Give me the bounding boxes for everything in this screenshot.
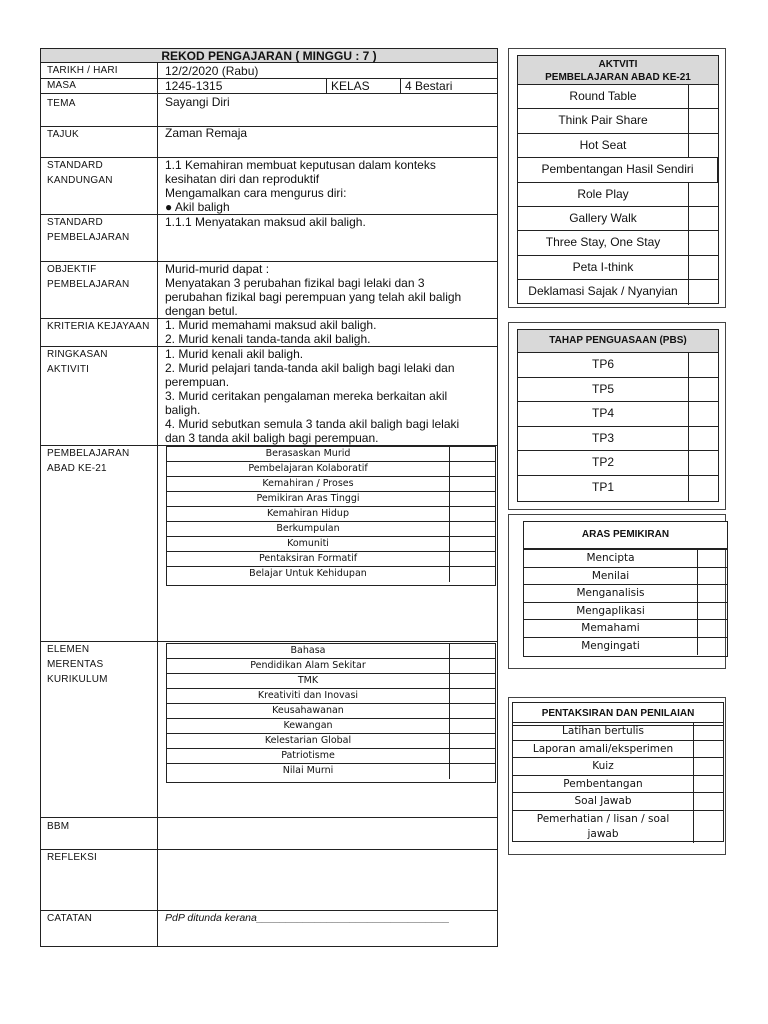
abad-checklist bbox=[166, 446, 496, 586]
checklist-row: Keusahawanan bbox=[167, 704, 495, 719]
kelas-value-divider bbox=[400, 78, 401, 93]
checkbox-cell[interactable] bbox=[450, 492, 495, 506]
aras-panel bbox=[508, 514, 726, 669]
tahap-panel bbox=[508, 322, 726, 510]
aktiviti-panel bbox=[508, 48, 726, 308]
checklist-row: Kemahiran Hidup bbox=[167, 507, 495, 522]
checkbox-cell[interactable] bbox=[689, 378, 718, 402]
checkbox-cell[interactable] bbox=[698, 568, 727, 585]
checklist-row: Nilai Murni bbox=[167, 764, 495, 779]
checkbox-cell[interactable] bbox=[689, 476, 718, 501]
pentaksiran-row: Pembentangan bbox=[513, 776, 723, 794]
checklist-row: Pentaksiran Formatif bbox=[167, 552, 495, 567]
aktiviti-row: Gallery Walk bbox=[518, 207, 718, 231]
kriteria-label: KRITERIA KEJAYAAN bbox=[47, 321, 150, 332]
tahap-row: TP6 bbox=[518, 353, 718, 378]
tahap-row: TP5 bbox=[518, 378, 718, 403]
pentaksiran-title: PENTAKSIRAN DAN PENILAIAN bbox=[512, 702, 724, 726]
aras-row: Mencipta bbox=[524, 550, 727, 568]
aktiviti-list bbox=[517, 84, 719, 304]
checkbox-cell[interactable] bbox=[689, 280, 718, 304]
tema-label: TEMA bbox=[47, 98, 76, 109]
checkbox-cell[interactable] bbox=[694, 776, 723, 793]
aktiviti-row: Think Pair Share bbox=[518, 109, 718, 133]
checkbox-cell[interactable] bbox=[698, 550, 727, 567]
checkbox-cell[interactable] bbox=[450, 447, 495, 461]
checkbox-cell[interactable] bbox=[694, 758, 723, 775]
checklist-row: Berasaskan Murid bbox=[167, 447, 495, 462]
checkbox-cell[interactable] bbox=[689, 402, 718, 426]
checkbox-cell[interactable] bbox=[450, 552, 495, 566]
checklist-row: Kreativiti dan Inovasi bbox=[167, 689, 495, 704]
row-divider bbox=[40, 641, 498, 642]
tema-value: Sayangi Diri bbox=[165, 95, 230, 109]
aktiviti-row: Round Table bbox=[518, 85, 718, 109]
tarikh-label: TARIKH / HARI bbox=[47, 65, 118, 76]
checklist-row: Patriotisme bbox=[167, 749, 495, 764]
checkbox-cell[interactable] bbox=[689, 256, 718, 279]
pentaksiran-row: Pemerhatian / lisan / soal jawab bbox=[513, 811, 723, 843]
emk-label: ELEMEN MERENTAS KURIKULUM bbox=[47, 644, 108, 685]
checklist-row: Berkumpulan bbox=[167, 522, 495, 537]
tahap-row: TP4 bbox=[518, 402, 718, 427]
checkbox-cell[interactable] bbox=[689, 85, 718, 108]
tahap-row: TP2 bbox=[518, 451, 718, 476]
pentaksiran-row: Soal Jawab bbox=[513, 793, 723, 811]
checklist-row: Komuniti bbox=[167, 537, 495, 552]
checkbox-cell[interactable] bbox=[689, 427, 718, 451]
masa-kelas-divider bbox=[326, 78, 327, 93]
masa-label: MASA bbox=[47, 80, 77, 91]
aras-title: ARAS PEMIKIRAN bbox=[523, 521, 728, 549]
record-title: REKOD PENGAJARAN ( MINGGU : 7 ) bbox=[161, 49, 377, 63]
checkbox-cell[interactable] bbox=[698, 638, 727, 656]
checklist-row: Pendidikan Alam Sekitar bbox=[167, 659, 495, 674]
checklist-row: Belajar Untuk Kehidupan bbox=[167, 567, 495, 582]
checklist-row: Bahasa bbox=[167, 644, 495, 659]
standard-pembelajaran-label: STANDARD PEMBELAJARAN bbox=[47, 217, 130, 243]
aras-row: Mengingati bbox=[524, 638, 727, 656]
checkbox-cell[interactable] bbox=[450, 522, 495, 536]
label-column-divider bbox=[157, 63, 158, 947]
checkbox-cell[interactable] bbox=[689, 353, 718, 377]
aras-row: Memahami bbox=[524, 620, 727, 638]
checkbox-cell[interactable] bbox=[450, 674, 495, 688]
pentaksiran-list bbox=[512, 722, 724, 842]
objektif-value: Murid-murid dapat : Menyatakan 3 perubahan fizikal bagi lelaki dan 3 perubahan fizikal bagi perempuan yang telah akil baligh dengan betul. bbox=[165, 262, 462, 318]
bbm-field[interactable] bbox=[158, 818, 497, 849]
tahap-row: TP3 bbox=[518, 427, 718, 452]
checkbox-cell[interactable] bbox=[450, 537, 495, 551]
checkbox-cell[interactable] bbox=[698, 620, 727, 637]
pentaksiran-row: Latihan bertulis bbox=[513, 723, 723, 741]
checklist-row: Kelestarian Global bbox=[167, 734, 495, 749]
tajuk-value: Zaman Remaja bbox=[165, 126, 248, 140]
checkbox-cell[interactable] bbox=[689, 451, 718, 475]
checkbox-cell[interactable] bbox=[698, 603, 727, 620]
refleksi-field[interactable] bbox=[158, 850, 497, 910]
aras-row: Mengaplikasi bbox=[524, 603, 727, 621]
pentaksiran-row: Kuiz bbox=[513, 758, 723, 776]
bbm-label: BBM bbox=[47, 821, 70, 832]
checklist-row: TMK bbox=[167, 674, 495, 689]
aktiviti-row: Role Play bbox=[518, 183, 718, 207]
standard-kandungan-value: 1.1 Kemahiran membuat keputusan dalam konteks kesihatan diri dan reproduktif Mengamalkan cara mengurus diri: ● Akil baligh bbox=[165, 158, 436, 214]
checkbox-cell[interactable] bbox=[689, 207, 718, 230]
record-title-bar bbox=[40, 48, 498, 63]
checkbox-cell[interactable] bbox=[450, 764, 495, 779]
standard-kandungan-label: STANDARD KANDUNGAN bbox=[47, 160, 113, 186]
aktiviti-row: Hot Seat bbox=[518, 134, 718, 158]
kriteria-value: 1. Murid memahami maksud akil baligh. 2. Murid kenali tanda-tanda akil baligh. bbox=[165, 318, 377, 346]
checklist-row: Kewangan bbox=[167, 719, 495, 734]
checkbox-cell[interactable] bbox=[450, 719, 495, 733]
checkbox-cell[interactable] bbox=[450, 704, 495, 718]
ringkasan-value: 1. Murid kenali akil baligh. 2. Murid pelajari tanda-tanda akil baligh bagi lelaki dan perempuan. 3. Murid ceritakan pengalaman mereka berkaitan akil baligh. 4. Murid sebutkan semula 3 tanda akil baligh bagi lelaki dan 3 tanda akil baligh bagi perempuan. bbox=[165, 347, 460, 445]
checkbox-cell[interactable] bbox=[450, 507, 495, 521]
checkbox-cell[interactable] bbox=[694, 811, 723, 843]
aktiviti-row: Pembentangan Hasil Sendiri bbox=[518, 158, 718, 182]
checkbox-cell[interactable] bbox=[694, 793, 723, 810]
checkbox-cell[interactable] bbox=[450, 462, 495, 476]
checklist-row: Pembelajaran Kolaboratif bbox=[167, 462, 495, 477]
tajuk-label: TAJUK bbox=[47, 129, 79, 140]
abad-label: PEMBELAJARAN ABAD KE-21 bbox=[47, 448, 130, 474]
refleksi-label: REFLEKSI bbox=[47, 852, 97, 863]
checkbox-cell[interactable] bbox=[689, 183, 718, 206]
checkbox-cell[interactable] bbox=[450, 477, 495, 491]
aktiviti-title: AKTVITI PEMBELAJARAN ABAD KE-21 bbox=[517, 55, 719, 85]
checkbox-cell[interactable] bbox=[694, 723, 723, 740]
checkbox-cell[interactable] bbox=[450, 734, 495, 748]
ringkasan-label: RINGKASAN AKTIVITI bbox=[47, 349, 108, 375]
checkbox-cell[interactable] bbox=[450, 689, 495, 703]
checkbox-cell[interactable] bbox=[698, 585, 727, 602]
row-divider bbox=[40, 93, 498, 94]
objektif-label: OBJEKTIF PEMBELAJARAN bbox=[47, 264, 130, 290]
masa-value: 1245-1315 bbox=[165, 79, 223, 93]
aktiviti-row: Deklamasi Sajak / Nyanyian bbox=[518, 280, 718, 304]
pentaksiran-row: Laporan amali/eksperimen bbox=[513, 741, 723, 759]
tahap-list bbox=[517, 352, 719, 502]
tahap-title: TAHAP PENGUASAAN (PBS) bbox=[517, 329, 719, 353]
pentaksiran-panel bbox=[508, 697, 726, 855]
checkbox-cell[interactable] bbox=[689, 134, 718, 157]
checklist-row: Kemahiran / Proses bbox=[167, 477, 495, 492]
checkbox-cell[interactable] bbox=[689, 109, 718, 132]
emk-checklist bbox=[166, 643, 496, 783]
aktiviti-row: Peta I-think bbox=[518, 256, 718, 280]
checkbox-cell[interactable] bbox=[694, 741, 723, 758]
catatan-label: CATATAN bbox=[47, 913, 93, 924]
aktiviti-row: Three Stay, One Stay bbox=[518, 231, 718, 255]
aras-row: Menganalisis bbox=[524, 585, 727, 603]
standard-pembelajaran-value: 1.1.1 Menyatakan maksud akil baligh. bbox=[165, 215, 366, 229]
kelas-value: 4 Bestari bbox=[405, 79, 453, 93]
checkbox-cell[interactable] bbox=[450, 749, 495, 763]
checkbox-cell[interactable] bbox=[450, 567, 495, 582]
tarikh-value: 12/2/2020 (Rabu) bbox=[165, 64, 259, 78]
kelas-label: KELAS bbox=[331, 79, 370, 93]
aras-list bbox=[523, 549, 728, 657]
catatan-value[interactable]: PdP ditunda kerana_________________________________ bbox=[165, 912, 450, 924]
checkbox-cell[interactable] bbox=[450, 659, 495, 673]
checkbox-cell[interactable] bbox=[689, 231, 718, 254]
tahap-row: TP1 bbox=[518, 476, 718, 501]
checkbox-cell[interactable] bbox=[450, 644, 495, 658]
checklist-row: Pemikiran Aras Tinggi bbox=[167, 492, 495, 507]
aras-row: Menilai bbox=[524, 568, 727, 586]
row-divider bbox=[40, 126, 498, 127]
